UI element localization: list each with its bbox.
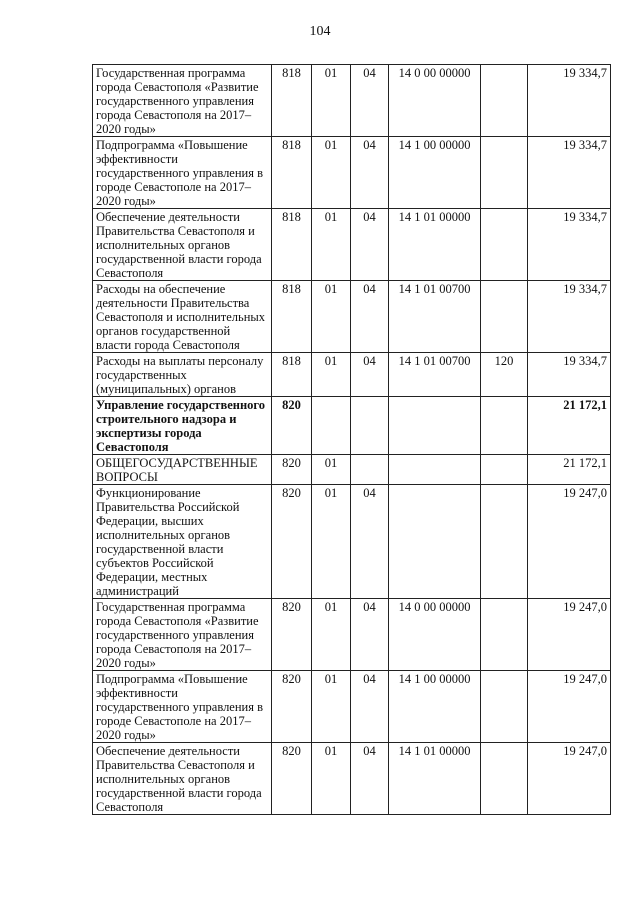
row-sum: 19 247,0 xyxy=(528,671,611,743)
row-target-article xyxy=(389,485,481,599)
row-name: Управление государственного строительного надзора и экспертизы города Севастополя xyxy=(93,397,272,455)
row-expense-type xyxy=(481,485,528,599)
row-subsection-code: 04 xyxy=(351,671,389,743)
row-subsection-code: 04 xyxy=(351,485,389,599)
row-section-code: 01 xyxy=(312,485,351,599)
row-expense-type xyxy=(481,455,528,485)
table-row xyxy=(93,137,611,209)
row-ved-code: 818 xyxy=(272,353,312,397)
row-ved-code: 818 xyxy=(272,281,312,353)
table-row xyxy=(93,353,611,397)
row-section-code: 01 xyxy=(312,209,351,281)
table-row xyxy=(93,455,611,485)
row-subsection-code: 04 xyxy=(351,599,389,671)
table-row xyxy=(93,599,611,671)
row-sum: 19 334,7 xyxy=(528,353,611,397)
row-sum: 19 334,7 xyxy=(528,137,611,209)
row-sum: 19 247,0 xyxy=(528,485,611,599)
row-sum: 19 247,0 xyxy=(528,743,611,815)
row-expense-type xyxy=(481,671,528,743)
row-name: Обеспечение деятельности Правительства Севастополя и исполнительных органов государственной власти города Севастополя xyxy=(93,209,272,281)
row-expense-type xyxy=(481,137,528,209)
row-subsection-code: 04 xyxy=(351,281,389,353)
row-section-code: 01 xyxy=(312,455,351,485)
table-row xyxy=(93,397,611,455)
row-section-code: 01 xyxy=(312,137,351,209)
row-section-code: 01 xyxy=(312,353,351,397)
row-ved-code: 818 xyxy=(272,209,312,281)
row-target-article: 14 0 00 00000 xyxy=(389,599,481,671)
row-ved-code: 818 xyxy=(272,137,312,209)
row-ved-code: 820 xyxy=(272,485,312,599)
row-expense-type xyxy=(481,397,528,455)
row-sum: 21 172,1 xyxy=(528,397,611,455)
table-row xyxy=(93,281,611,353)
row-ved-code: 820 xyxy=(272,455,312,485)
row-subsection-code: 04 xyxy=(351,137,389,209)
row-subsection-code: 04 xyxy=(351,209,389,281)
row-target-article xyxy=(389,397,481,455)
row-name: Обеспечение деятельности Правительства Севастополя и исполнительных органов государственной власти города Севастополя xyxy=(93,743,272,815)
row-ved-code: 818 xyxy=(272,65,312,137)
row-section-code: 01 xyxy=(312,281,351,353)
row-subsection-code: 04 xyxy=(351,353,389,397)
table-row xyxy=(93,65,611,137)
row-ved-code: 820 xyxy=(272,397,312,455)
row-sum: 19 247,0 xyxy=(528,599,611,671)
row-target-article: 14 1 01 00700 xyxy=(389,353,481,397)
row-ved-code: 820 xyxy=(272,599,312,671)
row-sum: 19 334,7 xyxy=(528,281,611,353)
row-section-code: 01 xyxy=(312,671,351,743)
row-target-article: 14 1 00 00000 xyxy=(389,137,481,209)
row-sum: 19 334,7 xyxy=(528,209,611,281)
row-ved-code: 820 xyxy=(272,671,312,743)
row-expense-type xyxy=(481,281,528,353)
row-target-article: 14 1 01 00700 xyxy=(389,281,481,353)
row-subsection-code xyxy=(351,455,389,485)
row-name: Расходы на обеспечение деятельности Правительства Севастополя и исполнительных органов государственной власти города Севастополя xyxy=(93,281,272,353)
row-expense-type xyxy=(481,743,528,815)
row-section-code: 01 xyxy=(312,743,351,815)
row-subsection-code xyxy=(351,397,389,455)
row-target-article xyxy=(389,455,481,485)
table-row xyxy=(93,209,611,281)
row-subsection-code: 04 xyxy=(351,65,389,137)
page-number: 104 xyxy=(309,24,331,39)
row-sum: 21 172,1 xyxy=(528,455,611,485)
table-row xyxy=(93,671,611,743)
row-expense-type xyxy=(481,599,528,671)
row-name: Подпрограмма «Повышение эффективности государственного управления в городе Севастополе на 2017–2020 годы» xyxy=(93,137,272,209)
row-section-code xyxy=(312,397,351,455)
row-expense-type: 120 xyxy=(481,353,528,397)
row-section-code: 01 xyxy=(312,65,351,137)
row-name: Расходы на выплаты персоналу государственных (муниципальных) органов xyxy=(93,353,272,397)
row-target-article: 14 1 01 00000 xyxy=(389,743,481,815)
row-name: Государственная программа города Севастополя «Развитие государственного управления города Севастополя на 2017–2020 годы» xyxy=(93,599,272,671)
row-target-article: 14 0 00 00000 xyxy=(389,65,481,137)
row-sum: 19 334,7 xyxy=(528,65,611,137)
row-target-article: 14 1 00 00000 xyxy=(389,671,481,743)
row-section-code: 01 xyxy=(312,599,351,671)
row-name: Функционирование Правительства Российской Федерации, высших исполнительных органов государственной власти субъектов Российской Федерации, местных администраций xyxy=(93,485,272,599)
row-subsection-code: 04 xyxy=(351,743,389,815)
row-name: Государственная программа города Севастополя «Развитие государственного управления города Севастополя на 2017–2020 годы» xyxy=(93,65,272,137)
row-expense-type xyxy=(481,209,528,281)
row-name: ОБЩЕГОСУДАРСТВЕННЫЕ ВОПРОСЫ xyxy=(93,455,272,485)
table-row xyxy=(93,743,611,815)
budget-table-body xyxy=(93,65,611,815)
budget-table xyxy=(92,64,611,815)
table-row xyxy=(93,485,611,599)
row-target-article: 14 1 01 00000 xyxy=(389,209,481,281)
row-expense-type xyxy=(481,65,528,137)
row-name: Подпрограмма «Повышение эффективности государственного управления в городе Севастополе на 2017–2020 годы» xyxy=(93,671,272,743)
row-ved-code: 820 xyxy=(272,743,312,815)
